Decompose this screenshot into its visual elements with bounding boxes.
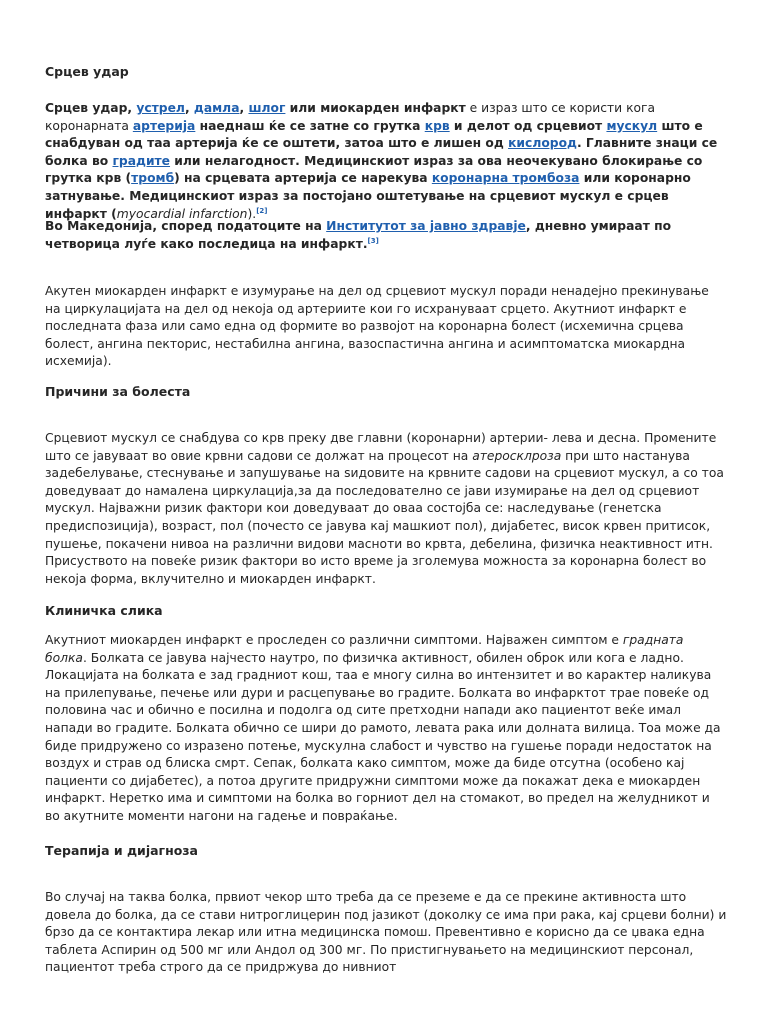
acute-infarction-paragraph: Акутен миокарден инфаркт е изумурање на дел од срцевиот мускул поради ненадејно прекинување на циркулацијата на дел од некоја од артериите кои го исхрануваат срцето. Акутниот инфаркт е последната фаза или само една од формите во развојот на коронарна болест (исхемична срцева болест, ангина пекторис, нестабилна ангина, вазоспастична ангина и асимптоматска миокардна исхемија). bbox=[45, 284, 709, 369]
intro-text: и делот од срцевиот bbox=[449, 118, 607, 133]
link-damla[interactable]: дамла bbox=[193, 101, 240, 115]
intro-text: ) на срцевата артерија се нарекува bbox=[174, 171, 432, 186]
clinical-paragraph bbox=[45, 632, 728, 826]
intro-text: Срцев удар bbox=[45, 101, 128, 115]
link-institut[interactable]: Институтот за јавно здравје bbox=[326, 219, 526, 233]
causes-text: при што настанува задебелување, стеснување и запушување на ѕидовите на крвните садови на срцевиот мускул, а со тоа доведуваат до намалена циркулација,за да последователно се јави изумирање на дел од срцевиот мускул. Најважни ризик фактори кои доведуваат до оваа состојба се: наследување (генетска предиспозиција), возраст, пол (почесто се јавува кај машкиот пол), дијабетес, висок крвен притисок, пушење, покачени нивоа на различни видови масноти во крвта, дебелина, физичка неактивност итн. Присуството на повеќе ризик фактори во исто време ја зголемува можноста за коронарна болест во некоја форма, вклучително и миокарден инфаркт. bbox=[45, 448, 724, 586]
intro-text: ). bbox=[247, 206, 257, 221]
clinical-text: . Болката се јавува најчесто наутро, по физичка активност, обилен оброк или кога е ладно. Локацијата на болката е зад градниот кош, таа е многу силна во интензитет и во карактер наликува на прилепување, печење или дури и расцепување во градите. Болката во инфарктот трае повеќе од половина час и обично е посилна и подолга од сите претходни напади ако пациентот веќе имал напади во градите. Болката обично се шири до рамото, левата рака или долната вилица. Тоа може да биде придружено со изразено потење, мускулна слабост и чувство на гушење поради недостаток на воздух и страв од блиска смрт. Сепак, болката како симптом, може да биде отсутна (особено кај пациенти со дијабетес), а потоа другите придружни симптоми може да покажат дека е миокарден инфаркт. Неретко има и симптоми на болка во горниот дел на стомакот, во предел на желудникот и во акутните моменти нагони на гадење и повраќање. bbox=[45, 650, 721, 823]
causes-text: Срцевиот мускул се снабдува со крв преку две главни (коронарни) артерии- лева и десна. Промените што се јавуваат во овие крвни садови се должат на процесот на bbox=[45, 431, 717, 463]
intro-paragraph bbox=[45, 100, 728, 223]
macedonia-paragraph bbox=[45, 218, 728, 253]
intro-sep: , bbox=[127, 101, 137, 115]
clinical-italic: градната болка bbox=[45, 633, 684, 665]
intro-text: наеднаш ќе се затне со грутка bbox=[195, 118, 425, 133]
therapy-paragraph: Во случај на таква болка, првиот чекор што треба да се преземе е да се прекине активноста што довела до болка, да се стави нитроглицерин под јазикот (доколку се има при рака, кај срцеви болни) и брзо да се контактира лекар или итна медицинска помош. Превентивно е корисно да се џвака една таблета Аспирин од 500 мг или Андол од 300 мг. По пристигнувањето на медицинскиот персонал, пациентот треба строго да се придржува до нивниот bbox=[45, 890, 727, 975]
link-kislorod[interactable]: кислород bbox=[508, 136, 577, 151]
intro-text: или bbox=[285, 101, 321, 115]
reference-3[interactable]: [3] bbox=[367, 236, 379, 245]
heading-therapy: Терапија и дијагноза bbox=[45, 843, 198, 858]
clinical-text: Акутниот миокарден инфаркт е проследен со различни симптоми. Најважен симптом е bbox=[45, 633, 623, 647]
link-shlog[interactable]: шлог bbox=[248, 101, 286, 115]
reference-2[interactable]: [2] bbox=[256, 206, 268, 215]
heading-clinical: Клиничка слика bbox=[45, 603, 163, 618]
heading-causes: Причини за болеста bbox=[45, 384, 191, 399]
causes-italic: атеросклроза bbox=[472, 448, 562, 463]
link-koronarna-tromboza[interactable]: коронарна тромбоза bbox=[431, 171, 580, 186]
causes-paragraph bbox=[45, 430, 728, 588]
link-ustrel[interactable]: устрел bbox=[136, 101, 185, 115]
intro-text: или нелагодност. Медицинскиот израз за ова неочекувано блокирање со грутка крв ( bbox=[45, 153, 703, 186]
mk-text: , дневно умираат по четворица луѓе како последица на инфаркт. bbox=[45, 219, 672, 251]
intro-text: е израз што се користи кога коронарната bbox=[45, 101, 656, 133]
link-tromb[interactable]: тромб bbox=[131, 171, 175, 186]
link-arterija[interactable]: артерија bbox=[132, 118, 196, 133]
intro-sep: , bbox=[239, 101, 249, 115]
intro-italic: myocardial infarction bbox=[116, 206, 248, 221]
page-title: Срцев удар bbox=[45, 64, 129, 79]
intro-sep: , bbox=[184, 101, 194, 115]
intro-text: или коронарно затнување. Медицинскиот израз за постојано оштетување на срцевиот мускул е срцев инфаркт ( bbox=[45, 171, 691, 221]
intro-text: што е снабдуван од таа артерија ќе се оштети, затоа што е лишен од bbox=[45, 118, 703, 151]
intro-text: . Главните знаци се болка во bbox=[45, 136, 718, 168]
link-muskul[interactable]: мускул bbox=[606, 118, 658, 133]
link-gradite[interactable]: градите bbox=[112, 153, 171, 168]
intro-text: миокарден инфаркт bbox=[320, 101, 466, 115]
mk-text: Во Македонија, според податоците на bbox=[45, 219, 327, 233]
link-krv[interactable]: крв bbox=[424, 118, 450, 133]
